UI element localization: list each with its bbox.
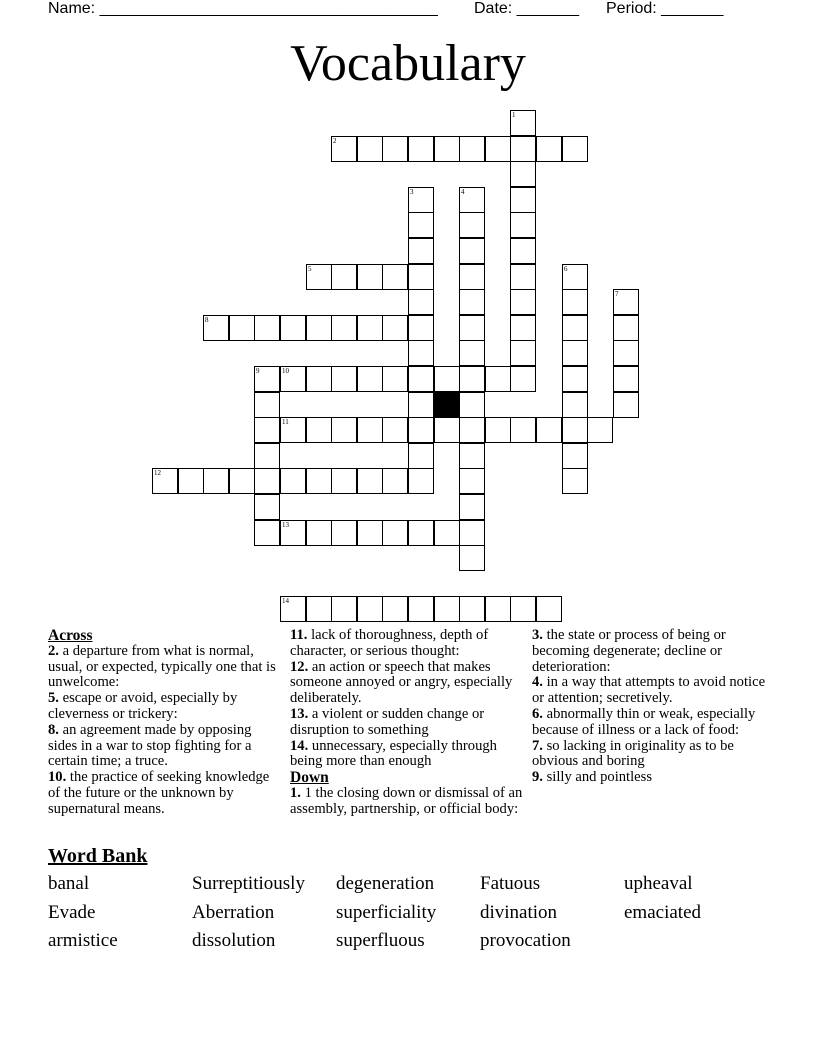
grid-cell[interactable]	[280, 520, 306, 546]
word-bank-word: Surreptitiously	[192, 873, 305, 894]
clue-number: 1	[512, 111, 516, 119]
clues-column-1	[48, 628, 280, 818]
grid-cell[interactable]	[382, 315, 408, 341]
word-bank-word: Fatuous	[480, 873, 541, 894]
grid-cell[interactable]	[306, 520, 332, 546]
grid-cell[interactable]	[613, 340, 639, 366]
word-bank-word: banal	[48, 873, 90, 894]
grid-cell[interactable]	[587, 417, 613, 443]
grid-cell[interactable]	[382, 264, 408, 290]
page-title: Vocabulary	[290, 35, 526, 92]
grid-cell[interactable]	[613, 289, 639, 315]
grid-cell[interactable]	[254, 520, 280, 546]
grid-cell[interactable]	[408, 289, 434, 315]
grid-cell[interactable]	[510, 136, 536, 162]
clue-number: 14	[282, 597, 289, 605]
grid-cell[interactable]	[203, 315, 229, 341]
grid-cell[interactable]	[459, 212, 485, 238]
grid-cell[interactable]	[178, 468, 204, 494]
grid-cell[interactable]	[408, 417, 434, 443]
grid-cell[interactable]	[306, 366, 332, 392]
grid-cell[interactable]	[408, 468, 434, 494]
clue-num: 3.	[532, 627, 543, 643]
grid-cell[interactable]	[382, 596, 408, 622]
grid-cell[interactable]	[459, 264, 485, 290]
grid-cell[interactable]	[613, 366, 639, 392]
grid-cell[interactable]	[459, 340, 485, 366]
grid-cell[interactable]	[562, 392, 588, 418]
grid-cell[interactable]	[434, 417, 460, 443]
clue-text: an agreement made by opposing sides in a war to stop fighting for a certain time; a truce.	[48, 721, 252, 770]
grid-cell[interactable]	[280, 315, 306, 341]
clue-item	[532, 675, 772, 707]
grid-cell[interactable]	[357, 596, 383, 622]
grid-cell[interactable]	[408, 187, 434, 213]
word-bank-word: superfluous	[336, 930, 425, 951]
down-heading: Down	[290, 769, 329, 787]
clue-item	[48, 723, 280, 770]
grid-cell[interactable]	[254, 315, 280, 341]
clue-num: 11.	[290, 627, 308, 643]
grid-cell[interactable]	[536, 596, 562, 622]
clue-item	[532, 628, 772, 675]
grid-cell[interactable]	[408, 520, 434, 546]
clue-item	[290, 786, 526, 818]
grid-cell[interactable]	[510, 187, 536, 213]
grid-cell[interactable]	[562, 289, 588, 315]
grid-cell[interactable]	[306, 264, 332, 290]
clue-item	[48, 644, 280, 691]
clues-column-3	[532, 628, 772, 786]
grid-cell[interactable]	[254, 494, 280, 520]
clue-num: 7.	[532, 737, 543, 754]
grid-cell[interactable]	[562, 340, 588, 366]
word-bank-word: dissolution	[192, 930, 276, 951]
clue-number: 12	[154, 469, 161, 477]
grid-cell[interactable]	[254, 468, 280, 494]
grid-cell[interactable]	[510, 417, 536, 443]
grid-cell[interactable]	[331, 315, 357, 341]
grid-cell[interactable]	[562, 136, 588, 162]
grid-cell[interactable]	[459, 417, 485, 443]
clue-item	[532, 739, 772, 771]
grid-cell[interactable]	[382, 136, 408, 162]
grid-cell[interactable]	[203, 468, 229, 494]
clue-number: 13	[282, 521, 289, 529]
grid-cell[interactable]	[459, 596, 485, 622]
clue-text: unnecessary, especially through being more than enough	[290, 737, 497, 770]
grid-cell[interactable]	[510, 238, 536, 264]
grid-cell[interactable]	[459, 136, 485, 162]
grid-cell[interactable]	[434, 366, 460, 392]
grid-cell[interactable]	[510, 289, 536, 315]
grid-cell[interactable]	[510, 212, 536, 238]
word-bank-word: emaciated	[624, 902, 702, 923]
clue-text: a violent or sudden change or disruption to something	[290, 705, 485, 738]
grid-cell[interactable]	[280, 596, 306, 622]
clue-number: 5	[308, 265, 312, 273]
clue-number: 11	[282, 418, 289, 426]
grid-cell[interactable]	[331, 136, 357, 162]
grid-cell[interactable]	[152, 468, 178, 494]
grid-cell[interactable]	[408, 264, 434, 290]
clue-num: 4.	[532, 674, 543, 691]
clue-num: 12.	[290, 658, 309, 675]
word-bank-word: provocation	[480, 930, 571, 951]
grid-cell[interactable]	[510, 596, 536, 622]
grid-cell[interactable]	[382, 417, 408, 443]
grid-cell[interactable]	[357, 468, 383, 494]
grid-cell[interactable]	[306, 417, 332, 443]
grid-cell[interactable]	[254, 366, 280, 392]
grid-cell[interactable]	[331, 264, 357, 290]
grid-cell[interactable]	[306, 468, 332, 494]
grid-cell[interactable]	[459, 289, 485, 315]
grid-cell[interactable]	[485, 366, 511, 392]
clue-text: an action or speech that makes someone annoyed or angry, especially deliberately.	[290, 658, 513, 707]
grid-cell[interactable]	[408, 212, 434, 238]
clue-num: 9.	[532, 769, 543, 786]
grid-cell[interactable]	[562, 468, 588, 494]
grid-cell[interactable]	[562, 315, 588, 341]
grid-cell[interactable]	[331, 417, 357, 443]
grid-cell[interactable]	[357, 136, 383, 162]
grid-cell[interactable]	[459, 392, 485, 418]
grid-cell[interactable]	[306, 596, 332, 622]
clue-num: 6.	[532, 705, 543, 722]
grid-cell[interactable]	[562, 417, 588, 443]
grid-cell[interactable]	[459, 545, 485, 571]
grid-cell[interactable]	[459, 238, 485, 264]
grid-cell[interactable]	[510, 366, 536, 392]
clue-number: 8	[205, 316, 209, 324]
grid-cell[interactable]	[357, 417, 383, 443]
clue-item	[290, 739, 526, 771]
grid-cell[interactable]	[562, 264, 588, 290]
grid-cell[interactable]	[408, 340, 434, 366]
clue-text: abnormally thin or weak, especially because of illness or a lack of food:	[532, 705, 756, 738]
clue-item	[48, 691, 280, 723]
grid-cell[interactable]	[280, 366, 306, 392]
grid-cell[interactable]	[331, 366, 357, 392]
grid-cell[interactable]	[254, 392, 280, 418]
clue-num: 5.	[48, 690, 59, 707]
clue-text: escape or avoid, especially by cleverness or trickery:	[48, 690, 238, 722]
grid-cell[interactable]	[357, 520, 383, 546]
clues-column-2	[290, 628, 526, 818]
across-heading: Across	[48, 627, 93, 644]
grid-cell[interactable]	[434, 520, 460, 546]
grid-cell[interactable]	[254, 443, 280, 469]
grid-cell[interactable]	[510, 264, 536, 290]
clue-text: in a way that attempts to avoid notice or attention; secretively.	[532, 674, 766, 707]
clue-item	[48, 770, 280, 817]
grid-cell[interactable]	[408, 392, 434, 418]
clue-item	[290, 628, 526, 660]
grid-cell[interactable]	[459, 366, 485, 392]
word-bank-word: divination	[480, 902, 558, 923]
grid-cell[interactable]	[434, 596, 460, 622]
grid-cell[interactable]	[408, 366, 434, 392]
grid-cell[interactable]	[510, 315, 536, 341]
grid-cell[interactable]	[408, 443, 434, 469]
word-bank-word: degeneration	[336, 873, 435, 894]
grid-cell[interactable]	[510, 110, 536, 136]
grid-cell[interactable]	[562, 443, 588, 469]
grid-cell[interactable]	[280, 468, 306, 494]
grid-cell[interactable]	[331, 520, 357, 546]
grid-cell[interactable]	[280, 417, 306, 443]
clue-number: 6	[564, 265, 568, 273]
grid-cell[interactable]	[562, 366, 588, 392]
clue-text: the state or process of being or becoming degenerate; decline or deterioration:	[532, 627, 726, 675]
clue-number: 3	[410, 188, 414, 196]
grid-cell[interactable]	[408, 238, 434, 264]
word-bank-word: Evade	[48, 902, 96, 923]
grid-cell[interactable]	[459, 187, 485, 213]
clue-text: silly and pointless	[542, 769, 653, 786]
grid-cell[interactable]	[485, 136, 511, 162]
clue-num: 10.	[48, 769, 67, 786]
grid-cell[interactable]	[485, 596, 511, 622]
black-cell	[434, 392, 460, 418]
grid-cell[interactable]	[408, 136, 434, 162]
grid-cell[interactable]	[510, 340, 536, 366]
grid-cell[interactable]	[331, 596, 357, 622]
clue-num: 8.	[48, 721, 59, 738]
grid-cell[interactable]	[357, 264, 383, 290]
clue-item	[532, 770, 772, 786]
clue-num: 2.	[48, 642, 59, 659]
grid-cell[interactable]	[459, 315, 485, 341]
grid-cell[interactable]	[229, 468, 255, 494]
grid-cell[interactable]	[613, 315, 639, 341]
word-bank-title: Word Bank	[48, 845, 148, 867]
date-field-label: Date: _______	[474, 0, 579, 17]
clue-num: 1.	[290, 784, 301, 801]
grid-cell[interactable]	[459, 494, 485, 520]
clue-number: 10	[282, 367, 289, 375]
word-bank-word: superficiality	[336, 902, 437, 923]
grid-cell[interactable]	[229, 315, 255, 341]
grid-cell[interactable]	[459, 520, 485, 546]
grid-cell[interactable]	[536, 136, 562, 162]
name-field-label: Name: ______________________________________	[48, 0, 438, 17]
word-bank-word: armistice	[48, 930, 118, 951]
clue-text: so lacking in originality as to be obvious and boring	[532, 737, 734, 770]
clue-number: 2	[333, 137, 337, 145]
grid-cell[interactable]	[357, 366, 383, 392]
clue-text: the practice of seeking knowledge of the future or the unknown by supernatural means.	[48, 769, 270, 817]
grid-cell[interactable]	[613, 392, 639, 418]
grid-cell[interactable]	[357, 315, 383, 341]
grid-cell[interactable]	[434, 136, 460, 162]
clue-number: 9	[256, 367, 260, 375]
clue-num: 13.	[290, 705, 309, 722]
period-field-label: Period: _______	[606, 0, 724, 17]
clue-number: 4	[461, 188, 465, 196]
grid-cell[interactable]	[331, 468, 357, 494]
grid-cell[interactable]	[459, 443, 485, 469]
grid-cell[interactable]	[408, 596, 434, 622]
clue-num: 14.	[290, 737, 309, 754]
clue-text: 1 the closing down or dismissal of an assembly, partnership, or official body:	[290, 784, 523, 817]
clue-item	[290, 707, 526, 739]
grid-cell[interactable]	[459, 468, 485, 494]
grid-cell[interactable]	[306, 315, 332, 341]
grid-cell[interactable]	[510, 161, 536, 187]
clue-item	[532, 707, 772, 739]
grid-cell[interactable]	[382, 520, 408, 546]
word-bank-word: Aberration	[192, 902, 275, 923]
grid-cell[interactable]	[536, 417, 562, 443]
grid-cell[interactable]	[485, 417, 511, 443]
clue-text: lack of thoroughness, depth of character, or serious thought:	[290, 627, 489, 659]
grid-cell[interactable]	[254, 417, 280, 443]
grid-cell[interactable]	[408, 315, 434, 341]
clue-item	[290, 660, 526, 707]
word-bank-word: upheaval	[624, 873, 693, 894]
clue-text: a departure from what is normal, usual, or expected, typically one that is unwelcome:	[48, 642, 276, 691]
grid-cell[interactable]	[382, 468, 408, 494]
grid-cell[interactable]	[382, 366, 408, 392]
clue-number: 7	[615, 290, 619, 298]
